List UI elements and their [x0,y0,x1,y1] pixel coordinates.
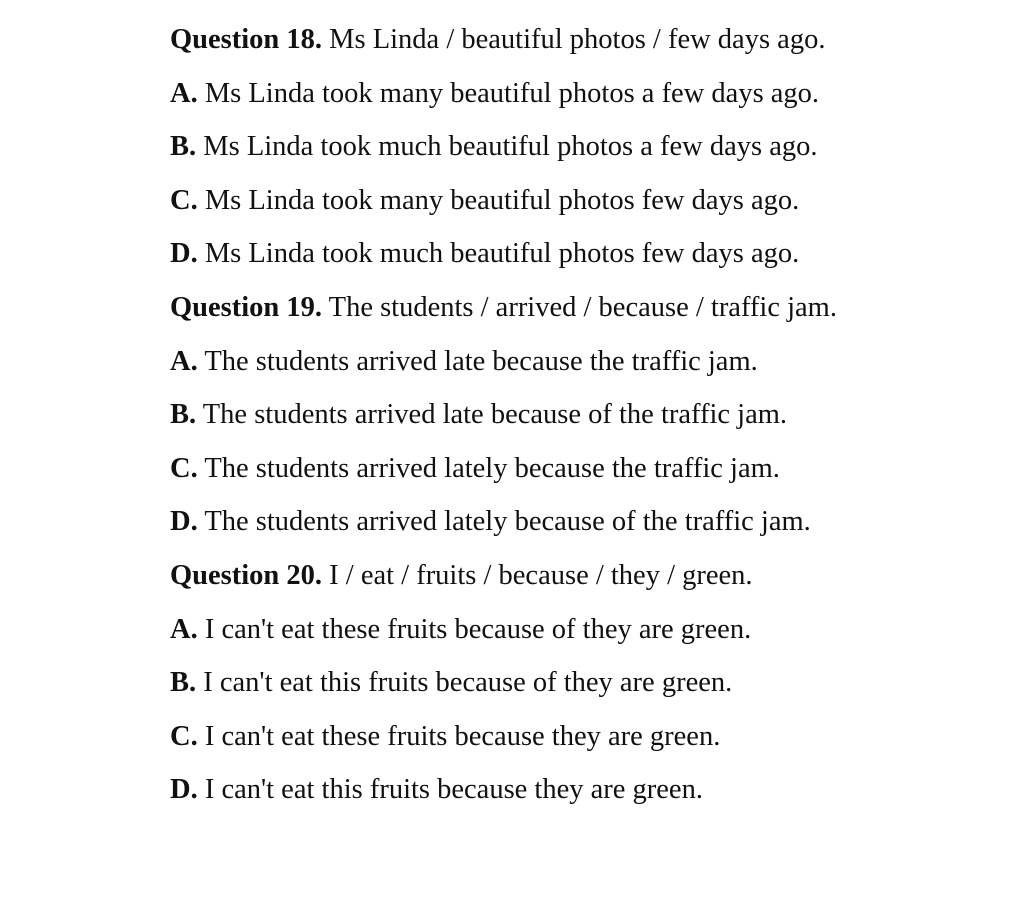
question-prompt: The students / arrived / because / traffic jam. [328,291,837,323]
option-text: Ms Linda took much beautiful photos few days ago. [204,238,800,270]
question-20-heading [170,554,1010,608]
option-letter: D. [170,774,198,806]
option-text: I can't eat this fruits because they are green. [204,774,703,806]
question-prompt: I / eat / fruits / because / they / green. [329,559,753,591]
option-text: The students arrived late because the traffic jam. [204,345,758,377]
option-text: I can't eat these fruits because of they are green. [204,613,752,645]
option-letter: B. [170,667,197,699]
question-18-option-b[interactable] [170,125,1010,179]
option-text: Ms Linda took much beautiful photos a few days ago. [203,131,818,163]
option-letter: B. [170,399,197,431]
question-19-option-a[interactable] [170,340,1010,394]
option-letter: A. [170,613,198,645]
option-letter: C. [170,452,198,484]
question-19-option-c[interactable] [170,447,1010,501]
option-letter: A. [170,345,198,377]
question-18-option-d[interactable] [170,232,1010,286]
question-20-option-d[interactable] [170,768,1010,822]
question-20-option-b[interactable] [170,661,1010,715]
option-letter: D. [170,506,198,538]
worksheet [170,18,1010,822]
question-20-option-a[interactable] [170,608,1010,662]
option-text: Ms Linda took many beautiful photos few days ago. [204,184,800,216]
option-text: Ms Linda took many beautiful photos a few days ago. [204,77,820,109]
option-letter: A. [170,77,198,109]
question-18-option-a[interactable] [170,72,1010,126]
option-letter: C. [170,720,198,752]
option-text: The students arrived lately because of the traffic jam. [204,506,811,538]
question-20-option-c[interactable] [170,715,1010,769]
option-letter: C. [170,184,198,216]
option-text: The students arrived lately because the traffic jam. [204,452,780,484]
question-prompt: Ms Linda / beautiful photos / few days ago. [329,24,826,55]
question-19-heading [170,286,1010,340]
question-19-option-d[interactable] [170,500,1010,554]
option-text: The students arrived late because of the traffic jam. [202,399,788,431]
question-18-heading [170,18,1010,72]
question-label: Question 19. [170,291,323,323]
option-text: I can't eat these fruits because they are green. [204,720,721,752]
question-19-option-b[interactable] [170,393,1010,447]
option-letter: B. [170,131,197,163]
question-18-option-c[interactable] [170,179,1010,233]
option-text: I can't eat this fruits because of they are green. [203,667,733,699]
question-label: Question 18. [170,24,323,55]
option-letter: D. [170,238,198,270]
question-label: Question 20. [170,559,323,591]
